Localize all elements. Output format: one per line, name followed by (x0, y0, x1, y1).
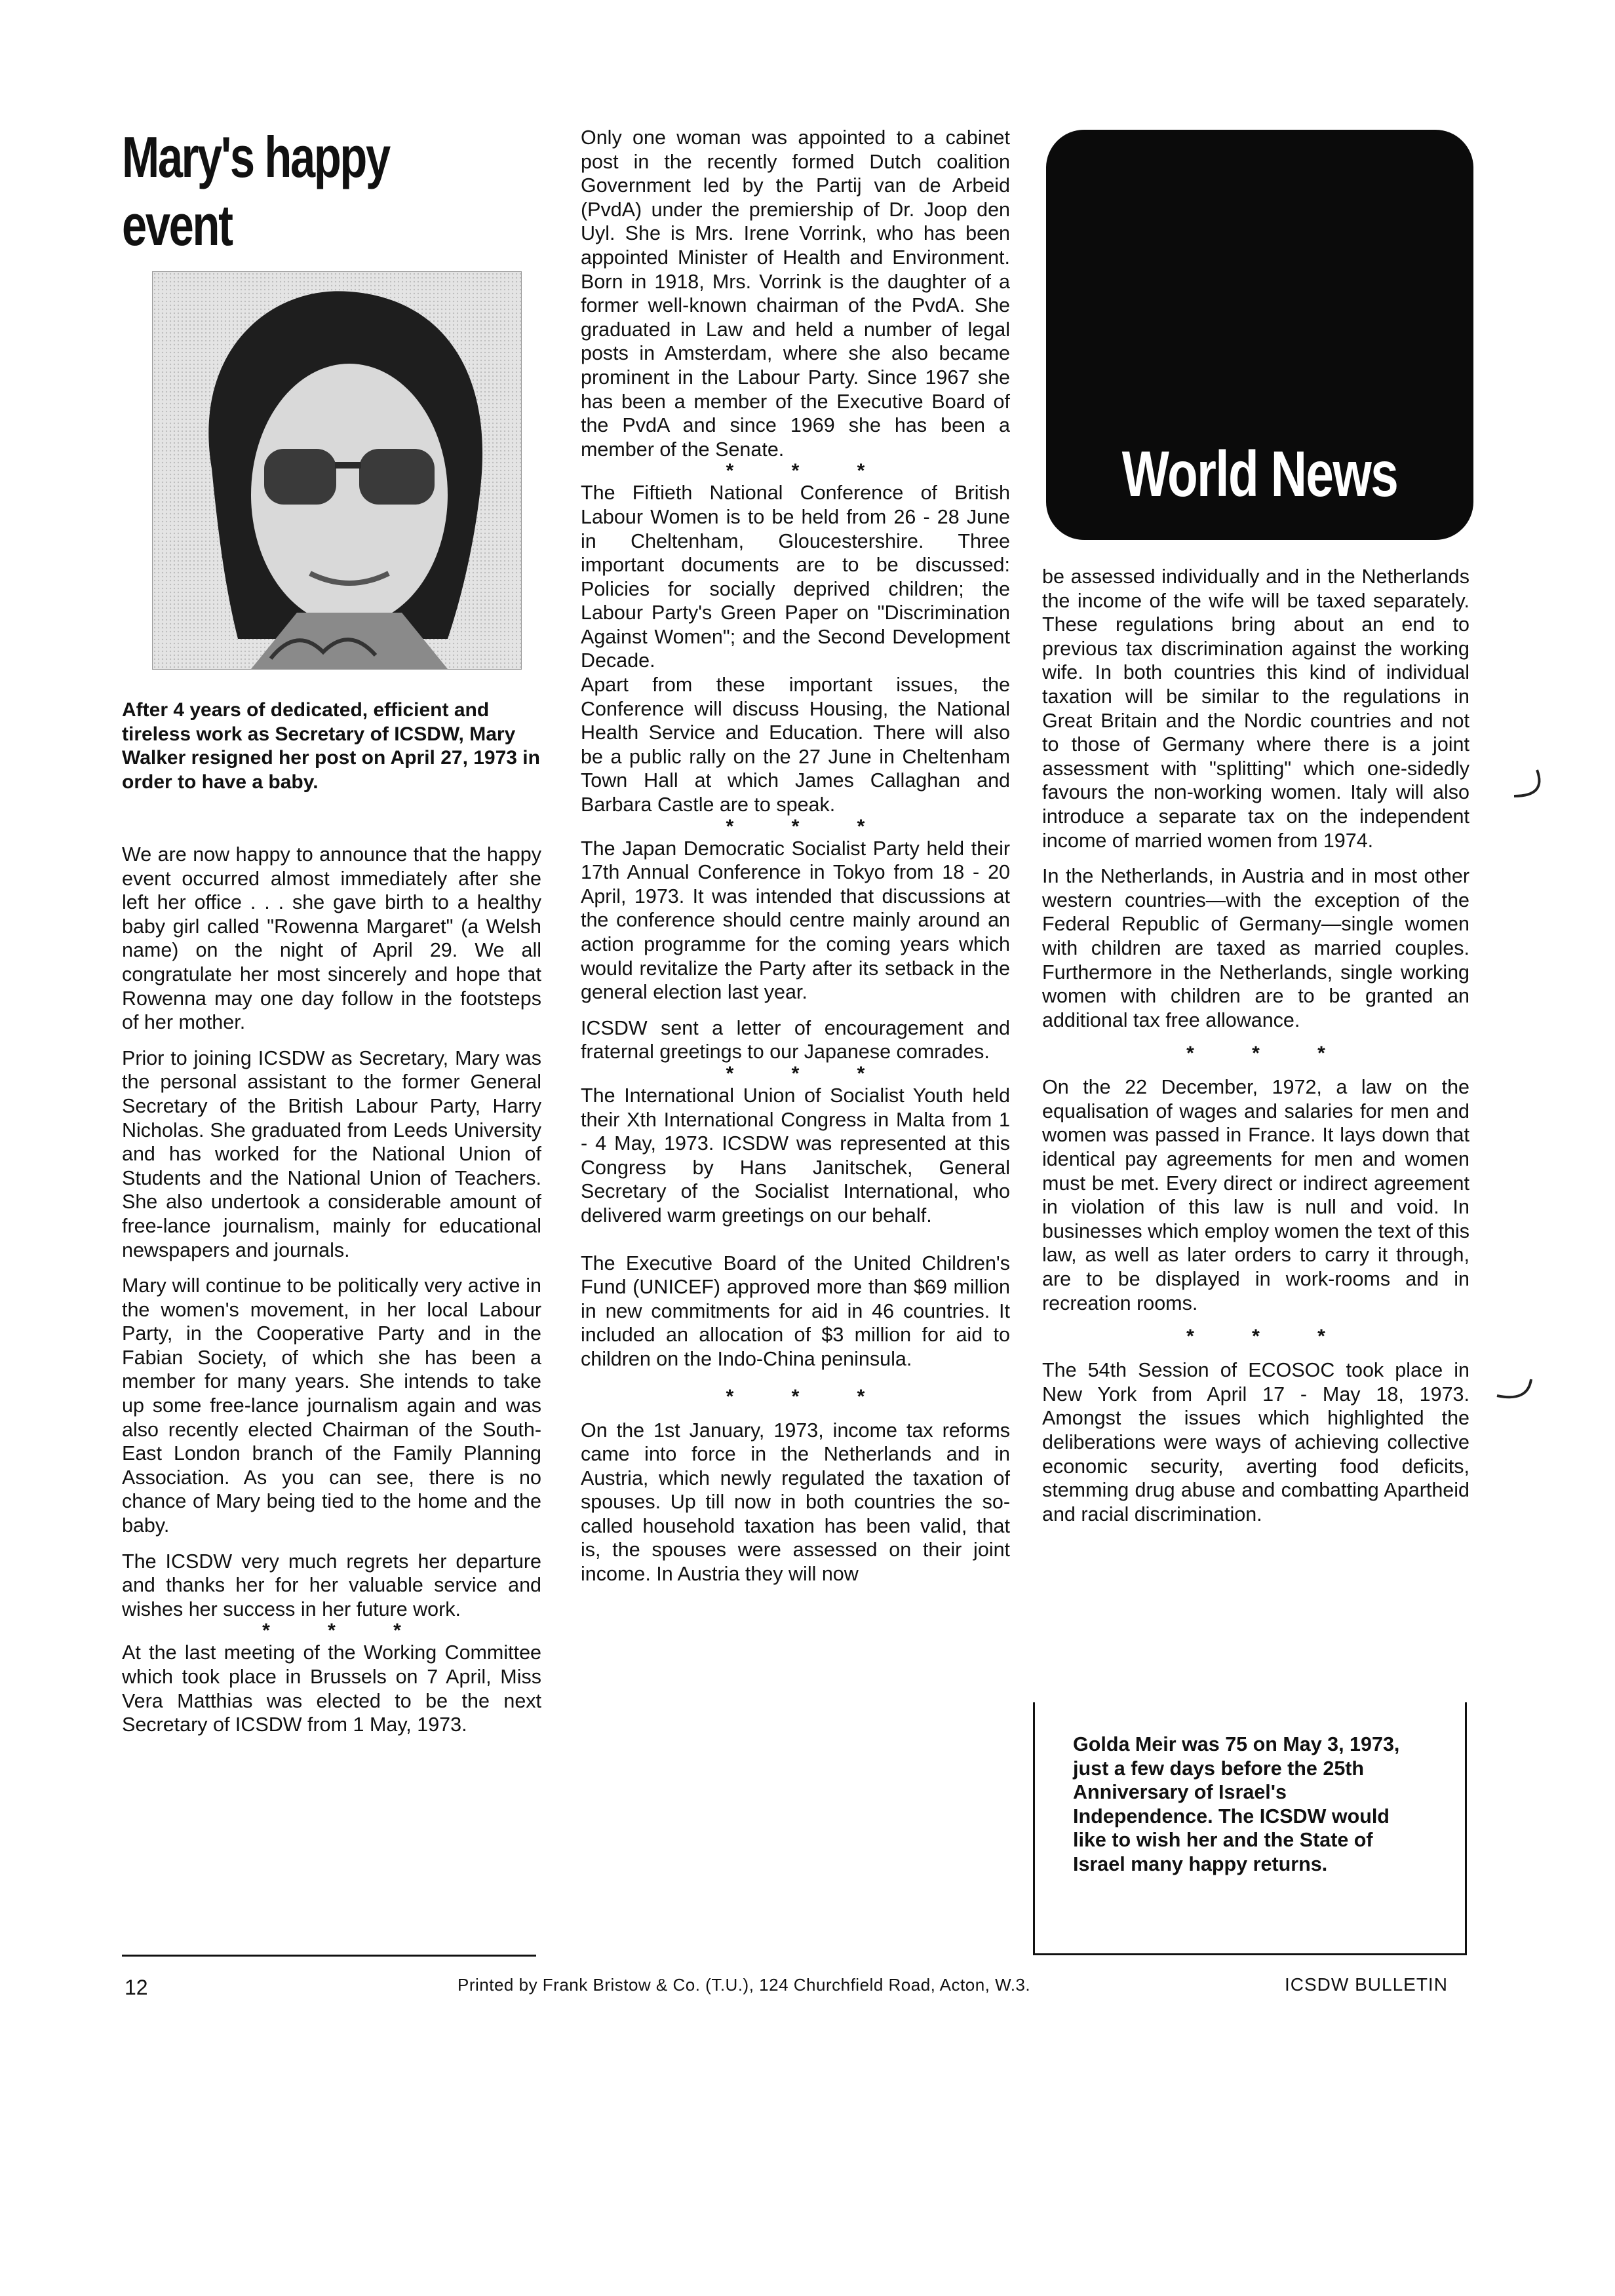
portrait-photo (152, 271, 522, 670)
middle-paragraph-7: The Executive Board of the United Children's Fund (UNICEF) approved more than $69 million in new commitments for aid in 46 countries. It included an allocation of $3 million for aid to children on the Indo-China peninsula. (581, 1252, 1010, 1370)
left-paragraph-5: At the last meeting of the Working Committee which took place in Brussels on 7 April, Miss Vera Matthias was elected to be the next Secretary of ICSDW from 1 May, 1973. (122, 1641, 541, 1736)
middle-paragraph-4: The Japan Democratic Socialist Party held their 17th Annual Conference in Tokyo from 18 - 20 April, 1973. It was intended that discussions at the conference should centre mainly around an action programme for the coming years which would revitalize the Party after its setback in the general election last year. (581, 837, 1010, 1004)
margin-mark-2 (1492, 1376, 1538, 1409)
headline: Mary's happy event (122, 124, 389, 258)
page-number: 12 (125, 1976, 148, 1999)
right-paragraph-2: In the Netherlands, in Austria and in most other western countries—with the exception of the Federal Republic of Germany—single women with children are taxed as married couples. Furthermore in the Netherlands, single working women with children are to be granted an additional tax free allowance. (1042, 865, 1469, 1031)
middle-paragraph-6: The International Union of Socialist Youth held their Xth International Congress in Malta from 1 - 4 May, 1973. ICSDW was represented at this Congress by Hans Janitschek, General Secretary of the Socialist International, who delivered warm greetings on our behalf. (581, 1084, 1010, 1227)
middle-separator-stars-2: * * * (726, 815, 891, 837)
right-paragraph-1: be assessed individually and in the Netherlands the income of the wife will be taxed separately. These regulations bring about an end to previous tax discrimination against the working wife. In both countries this kind of individual taxation will be similar to the regulations in Great Britain and the Nordic countries and not to those of Germany where there is a joint assessment with "splitting" which one-sidedly favours the non-working women. Italy will also introduce a separate tax on the independent income of married women from 1974. (1042, 565, 1469, 852)
world-news-box (1046, 130, 1473, 540)
middle-separator-stars-4: * * * (726, 1385, 891, 1407)
left-column-rule (122, 1955, 536, 1957)
publication-name: ICSDW BULLETIN (1285, 1974, 1448, 1995)
left-paragraph-3: Mary will continue to be politically very active in the women's movement, in her local Labour Party, in the Cooperative Party and in the Fabian Society, of which she has been a member for many years. She intends to take up some free-lance journalism again and was also recently elected Chairman of the South-East London branch of the Family Planning Association. As you can see, there is no chance of Mary being tied to the home and the baby. (122, 1274, 541, 1537)
left-paragraph-2: Prior to joining ICSDW as Secretary, Mary was the personal assistant to the former General Secretary of the British Labour Party, Harry Nicholas. She graduated from Leeds University and has worked for the National Union of Students and the National Union of Teachers. She also undertook a considerable amount of free-lance journalism, mainly for educational newspapers and journals. (122, 1046, 541, 1261)
middle-separator-stars-3: * * * (726, 1062, 891, 1084)
left-separator-stars: * * * (262, 1620, 427, 1642)
right-paragraph-4: The 54th Session of ECOSOC took place in New York from April 17 - May 18, 1973. Amongst the issues which highlighted the deliberations were ways of achieving collective economic security, averting food deficits, stemming drug abuse and combatting Apartheid and racial discrimination. (1042, 1359, 1469, 1525)
right-separator-stars-2: * * * (1186, 1326, 1352, 1348)
right-separator-stars-1: * * * (1186, 1043, 1352, 1065)
left-paragraph-4: The ICSDW very much regrets her departure and thanks her for her valuable service and wishes her success in her future work. (122, 1550, 541, 1620)
margin-mark-1 (1508, 767, 1547, 806)
middle-column (581, 126, 1010, 1586)
middle-paragraph-3: Apart from these important issues, the Conference will discuss Housing, the National Health Service and Education. There will also be a public rally on the 27 June in Cheltenham Town Hall at which James Callaghan and Barbara Castle are to speak. (581, 674, 1010, 816)
left-paragraph-1: We are now happy to announce that the happy event occurred almost immediately after she left her office . . . she gave birth to a healthy baby girl called "Rowenna Margaret" (a Welsh name) on the night of April 29. We all congratulate her most sincerely and hope that Rowenna may one day follow in the footsteps of her mother. (122, 843, 541, 1034)
middle-paragraph-8: On the 1st January, 1973, income tax reforms came into force in the Netherlands and in Austria, which newly regulated the taxation of spouses. Up till now in both countries the so-called household taxation has been valid, that is, the spouses were assessed on their joint income. In Austria they will now (581, 1419, 1010, 1586)
golda-meir-box (1033, 1702, 1467, 1955)
printer-credit: Printed by Frank Bristow & Co. (T.U.), 124 Churchfield Road, Acton, W.3. (457, 1975, 1031, 1995)
middle-separator-stars-1: * * * (726, 460, 891, 482)
right-paragraph-3: On the 22 December, 1972, a law on the equalisation of wages and salaries for men and women was passed in France. It lays down that identical pay agreements for men and women must be met. Every direct or indirect agreement in violation of this law is null and void. In businesses which employ women the text of this law, as well as later orders to carry it through, are to be displayed in work-rooms and in recreation rooms. (1042, 1076, 1469, 1314)
golda-meir-text: Golda Meir was 75 on May 3, 1973, just a few days before the 25th Anniversary of Israel's Independence. The ICSDW would like to wish her and the State of Israel many happy returns. (1073, 1733, 1400, 1875)
middle-paragraph-1: Only one woman was appointed to a cabinet post in the recently formed Dutch coalition Government led by the Partij van de Arbeid (PvdA) under the premiership of Dr. Joop den Uyl. She is Mrs. Irene Vorrink, who has been appointed Minister of Health and Environment. Born in 1918, Mrs. Vorrink is the daughter of a former well-known chairman of the PvdA. She graduated in Law and held a number of legal posts in Amsterdam, where she also became prominent in the Labour Party. Since 1967 she has been a member of the Executive Board of the PvdA and since 1969 she has been a member of the Senate. (581, 126, 1010, 461)
world-news-title: World News (1121, 438, 1398, 510)
right-column (1042, 565, 1469, 1526)
left-column (122, 843, 541, 1737)
middle-paragraph-2: The Fiftieth National Conference of British Labour Women is to be held from 26 - 28 June in Cheltenham, Gloucestershire. Three important documents are to be discussed: Policies for socially deprived children; the Labour Party's Green Paper on "Discrimination Against Women"; and the Second Development Decade. (581, 482, 1010, 672)
middle-paragraph-5: ICSDW sent a letter of encouragement and fraternal greetings to our Japanese comrades. (581, 1016, 1010, 1063)
intro-paragraph: After 4 years of dedicated, efficient and tireless work as Secretary of ICSDW, Mary Walker resigned her post on April 27, 1973 in order to have a baby. (122, 699, 540, 793)
